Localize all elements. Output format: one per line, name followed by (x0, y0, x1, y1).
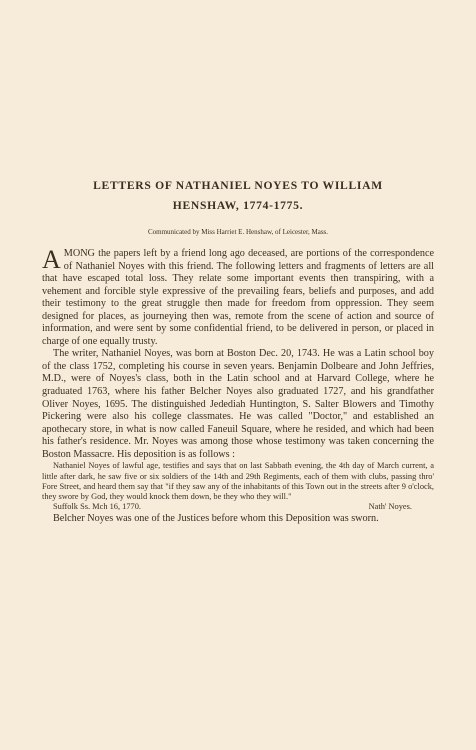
paragraph-closing: Belcher Noyes was one of the Justices before whom this Deposition was sworn. (53, 512, 379, 524)
title-line-1: LETTERS OF NATHANIEL NOYES TO WILLIAM (93, 179, 383, 192)
paragraph-biography: The writer, Nathaniel Noyes, was born at Boston Dec. 20, 1743. He was a Latin school boy of the class 1752, completing his course in seven years. Benjamin Dolbeare and John Jeffries, M.D., were of Noyes's class, both in the Latin school and at Harvard College, where he graduated 1763, where his father Belcher Noyes also graduated 1727, and his grandfather Oliver Noyes, 1695. The distinguished Jedediah Huntington, S. Salter Blowers and Timothy Pickering were also his college classmates. He was called "Doctor," and established an apothecary store, in what is now called Faneuil Square, where he resided, and which had been his father's residence. Mr. Noyes was among those whose testimony was taken concerning the Boston Massacre. His deposition is as follows : (42, 348, 434, 460)
signature-line (42, 502, 434, 512)
article-body (42, 245, 434, 525)
signature-date: Suffolk Ss. Mch 16, 1770. (53, 502, 142, 512)
paragraph-intro-text: the papers left by a friend long ago deceased, are portions of the correspondence of Nathaniel Noyes with this friend. The following letters and fragments of letters are all that have escaped total loss. They relate some important events then transpiring, with a vehement and forcible style expressive of the prevailing fears, beliefs and purposes, and add their testimony to the great struggle then made for freedom from oppression. They seem designed for places, as journeying then was, remote from the scene of action and source of information, and were sent by some confidential friend, to be delivered in person, or placed in charge of one equally trusty. (42, 248, 434, 347)
article (42, 176, 434, 525)
deposition-quote: Nathaniel Noyes of lawful age, testifies and says that on last Sabbath evening, the 4th day of March current, a little after dark, he saw five or six soldiers of the 14th and 29th Regiments, each of them with clubs, passing thro' Fore Street, and heard them say that "if they saw any of the inhabitants of this Town out in the streets after 9 o'clock, they swore by God, they would knock them down, be they who they will." (42, 461, 434, 502)
first-word: MONG (63, 248, 95, 259)
drop-cap: A (42, 245, 61, 274)
title-line-2: HENSHAW, 1774-1775. (172, 199, 304, 212)
signature-name: Nath' Noyes. (368, 502, 412, 512)
paragraph-intro (42, 245, 434, 348)
article-title (42, 176, 434, 216)
attribution-line: Communicated by Miss Harriet E. Henshaw, of Leicester, Mass. (147, 228, 329, 236)
